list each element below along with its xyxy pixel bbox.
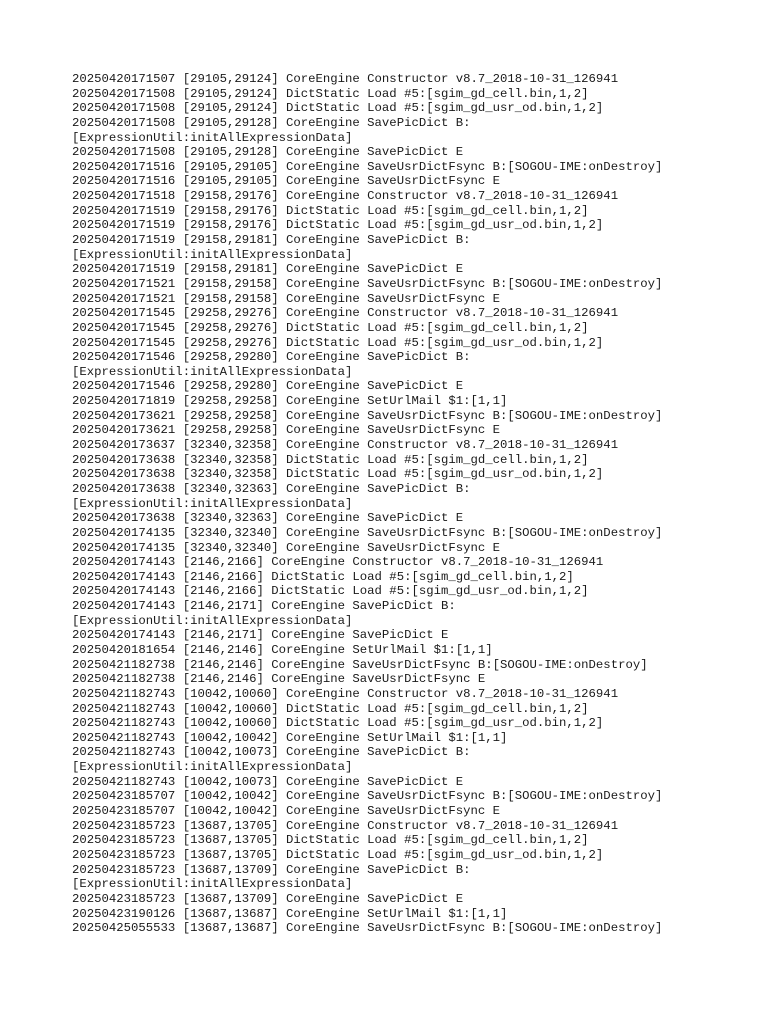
log-line: [ExpressionUtil:initAllExpressionData] [72,247,353,262]
log-line: 20250420174135 [32340,32340] CoreEngine SaveUsrDictFsync E [72,540,501,555]
log-line: 20250420171521 [29158,29158] CoreEngine SaveUsrDictFsync B:[SOGOU-IME:onDestroy] [72,276,663,291]
log-line: 20250420174135 [32340,32340] CoreEngine SaveUsrDictFsync B:[SOGOU-IME:onDestroy] [72,525,663,540]
log-line: [ExpressionUtil:initAllExpressionData] [72,364,353,379]
log-line: 20250420171516 [29105,29105] CoreEngine SaveUsrDictFsync E [72,174,501,189]
log-line: 20250423185707 [10042,10042] CoreEngine SaveUsrDictFsync E [72,804,501,819]
log-line: 20250421182743 [10042,10060] DictStatic Load #5:[sgim_gd_usr_od.bin,1,2] [72,716,604,731]
log-line: [ExpressionUtil:initAllExpressionData] [72,760,353,775]
log-line: 20250420171508 [29105,29128] CoreEngine SavePicDict E [72,145,464,160]
log-line: 20250421182743 [10042,10060] CoreEngine Constructor v8.7_2018-10-31_126941 [72,686,619,701]
log-line: 20250420171518 [29158,29176] CoreEngine Constructor v8.7_2018-10-31_126941 [72,189,619,204]
log-line: 20250423185723 [13687,13705] DictStatic Load #5:[sgim_gd_usr_od.bin,1,2] [72,847,604,862]
log-line: 20250421182743 [10042,10042] CoreEngine SetUrlMail $1:[1,1] [72,730,508,745]
log-line: 20250420173621 [29258,29258] CoreEngine SaveUsrDictFsync B:[SOGOU-IME:onDestroy] [72,408,663,423]
log-line: 20250420171507 [29105,29124] CoreEngine Constructor v8.7_2018-10-31_126941 [72,72,619,86]
log-text-body [72,72,752,936]
log-line: 20250420173621 [29258,29258] CoreEngine SaveUsrDictFsync E [72,423,501,438]
log-line: 20250421182738 [2146,2146] CoreEngine SaveUsrDictFsync E [72,672,486,687]
log-line: 20250420173638 [32340,32363] CoreEngine SavePicDict E [72,511,464,526]
log-line: 20250420171545 [29258,29276] DictStatic Load #5:[sgim_gd_usr_od.bin,1,2] [72,335,604,350]
log-line: 20250420171508 [29105,29124] DictStatic Load #5:[sgim_gd_usr_od.bin,1,2] [72,101,604,116]
log-line: 20250420171519 [29158,29176] DictStatic Load #5:[sgim_gd_usr_od.bin,1,2] [72,218,604,233]
log-line: [ExpressionUtil:initAllExpressionData] [72,877,353,892]
log-line: 20250420173638 [32340,32358] DictStatic Load #5:[sgim_gd_cell.bin,1,2] [72,452,589,467]
log-line: 20250420174143 [2146,2171] CoreEngine SavePicDict E [72,628,449,643]
log-line: 20250420171545 [29258,29276] DictStatic Load #5:[sgim_gd_cell.bin,1,2] [72,320,589,335]
log-line: 20250421182743 [10042,10073] CoreEngine SavePicDict B: [72,745,471,760]
log-line: 20250423185723 [13687,13705] CoreEngine Constructor v8.7_2018-10-31_126941 [72,818,619,833]
log-line: 20250423185723 [13687,13705] DictStatic Load #5:[sgim_gd_cell.bin,1,2] [72,833,589,848]
log-line: 20250420171519 [29158,29176] DictStatic Load #5:[sgim_gd_cell.bin,1,2] [72,203,589,218]
log-line: 20250425055533 [13687,13687] CoreEngine SaveUsrDictFsync B:[SOGOU-IME:onDestroy] [72,921,663,936]
log-line: 20250420171508 [29105,29128] CoreEngine SavePicDict B: [72,115,471,130]
log-line: 20250420174143 [2146,2166] CoreEngine Constructor v8.7_2018-10-31_126941 [72,555,604,570]
log-line: 20250423190126 [13687,13687] CoreEngine SetUrlMail $1:[1,1] [72,906,508,921]
log-line: 20250420174143 [2146,2166] DictStatic Load #5:[sgim_gd_usr_od.bin,1,2] [72,584,589,599]
log-line: 20250420171545 [29258,29276] CoreEngine Constructor v8.7_2018-10-31_126941 [72,306,619,321]
log-line: 20250420171546 [29258,29280] CoreEngine SavePicDict E [72,379,464,394]
log-line: 20250420171521 [29158,29158] CoreEngine SaveUsrDictFsync E [72,291,501,306]
log-line: 20250421182743 [10042,10060] DictStatic Load #5:[sgim_gd_cell.bin,1,2] [72,701,589,716]
log-line: 20250420171546 [29258,29280] CoreEngine SavePicDict B: [72,350,471,365]
log-line: 20250420173638 [32340,32363] CoreEngine SavePicDict B: [72,481,471,496]
log-line: 20250423185707 [10042,10042] CoreEngine SaveUsrDictFsync B:[SOGOU-IME:onDestroy] [72,789,663,804]
log-line: [ExpressionUtil:initAllExpressionData] [72,613,353,628]
log-line: [ExpressionUtil:initAllExpressionData] [72,496,353,511]
log-line: 20250420171519 [29158,29181] CoreEngine SavePicDict B: [72,233,471,248]
log-line: 20250420173638 [32340,32358] DictStatic Load #5:[sgim_gd_usr_od.bin,1,2] [72,467,604,482]
log-line: 20250420171519 [29158,29181] CoreEngine SavePicDict E [72,262,464,277]
log-line: 20250421182743 [10042,10073] CoreEngine SavePicDict E [72,774,464,789]
log-line: 20250420171516 [29105,29105] CoreEngine SaveUsrDictFsync B:[SOGOU-IME:onDestroy] [72,159,663,174]
log-line: 20250423185723 [13687,13709] CoreEngine SavePicDict B: [72,862,471,877]
log-line: 20250420181654 [2146,2146] CoreEngine SetUrlMail $1:[1,1] [72,642,493,657]
log-line: 20250421182738 [2146,2146] CoreEngine SaveUsrDictFsync B:[SOGOU-IME:onDestroy] [72,657,648,672]
log-line: 20250420173637 [32340,32358] CoreEngine Constructor v8.7_2018-10-31_126941 [72,438,619,453]
log-line: 20250420171508 [29105,29124] DictStatic Load #5:[sgim_gd_cell.bin,1,2] [72,86,589,101]
log-line: 20250420174143 [2146,2166] DictStatic Load #5:[sgim_gd_cell.bin,1,2] [72,569,574,584]
log-line: 20250420171819 [29258,29258] CoreEngine SetUrlMail $1:[1,1] [72,394,508,409]
log-line: 20250423185723 [13687,13709] CoreEngine SavePicDict E [72,891,464,906]
log-line: 20250420174143 [2146,2171] CoreEngine SavePicDict B: [72,599,456,614]
log-line: [ExpressionUtil:initAllExpressionData] [72,130,353,145]
